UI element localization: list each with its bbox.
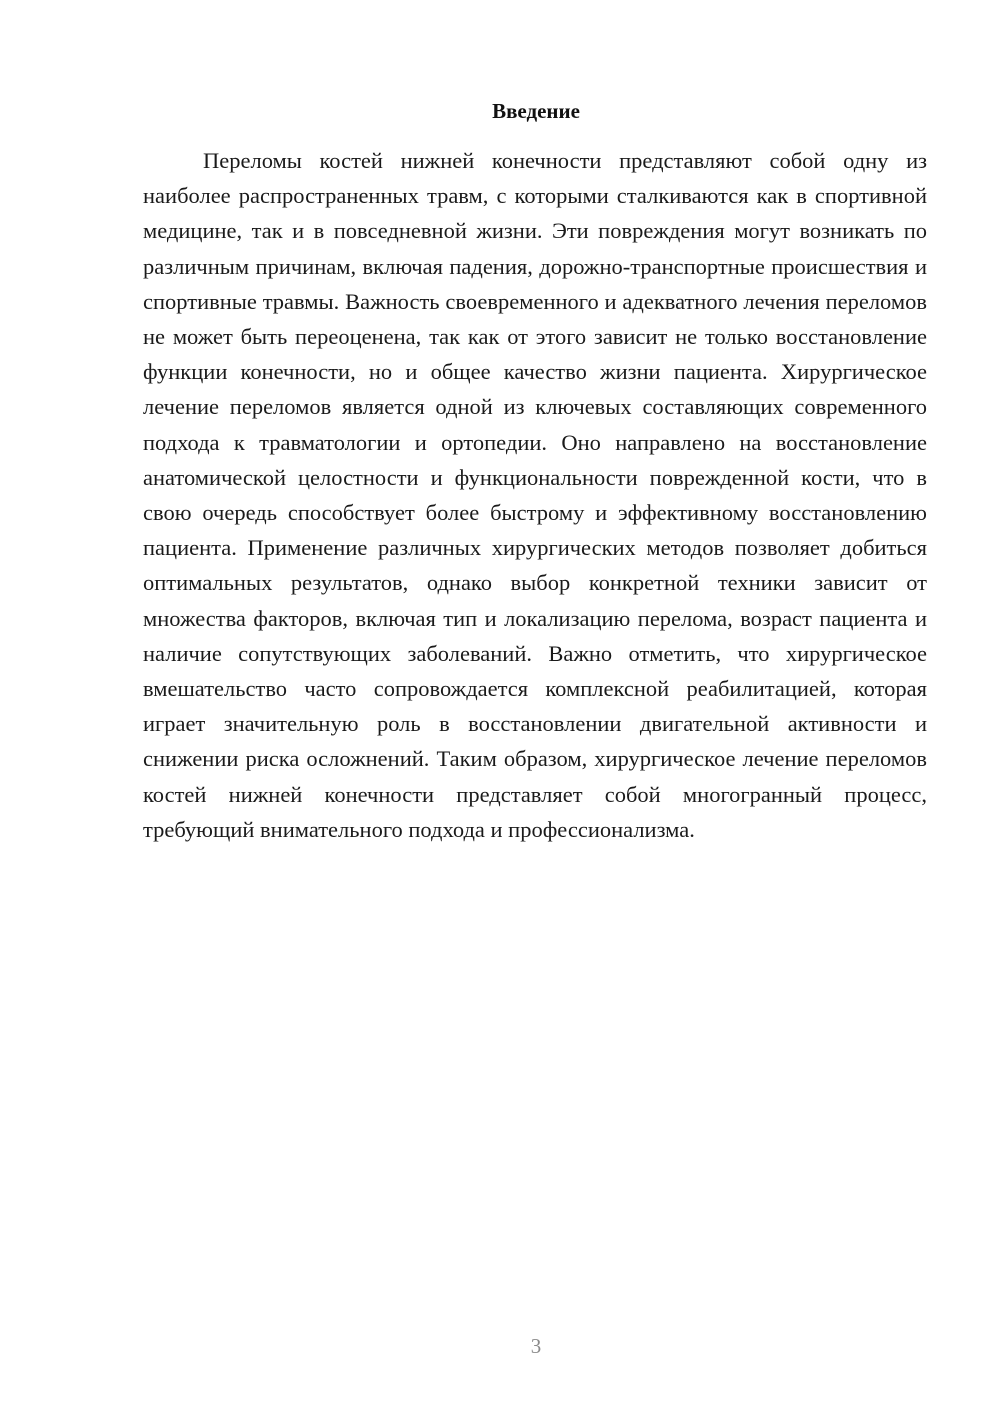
section-heading: Введение [492,99,580,123]
page-number: 3 [530,1334,542,1358]
body-paragraph: Переломы костей нижней конечности представляют собой одну из наиболее распространенных травм, с которыми сталкиваются как в спортивной медицине, так и в повседневной жизни. Эти повреждения могут возникать по различным причинам, включая падения, дорожно-транспортные происшествия и спортивные травмы. Важность своевременного и адекватного лечения переломов не может быть переоценена, так как от этого зависит не только восстановление функции конечности, но и общее качество жизни пациента. Хирургическое лечение переломов является одной из ключевых составляющих современного подхода к травматологии и ортопедии. Оно направлено на восстановление анатомической целостности и функциональности поврежденной кости, что в свою очередь способствует более быстрому и эффективному восстановлению пациента. Применение различных хирургических методов позволяет добиться оптимальных результатов, однако выбор конкретной техники зависит от множества факторов, включая тип и локализацию перелома, возраст пациента и наличие сопутствующих заболеваний. Важно отметить, что хирургическое вмешательство часто сопровождается комплексной реабилитацией, которая играет значительную роль в восстановлении двигательной активности и снижении риска осложнений. Таким образом, хирургическое лечение переломов костей нижней конечности представляет собой многогранный процесс, требующий внимательного подхода и профессионализма. [143,148,927,842]
